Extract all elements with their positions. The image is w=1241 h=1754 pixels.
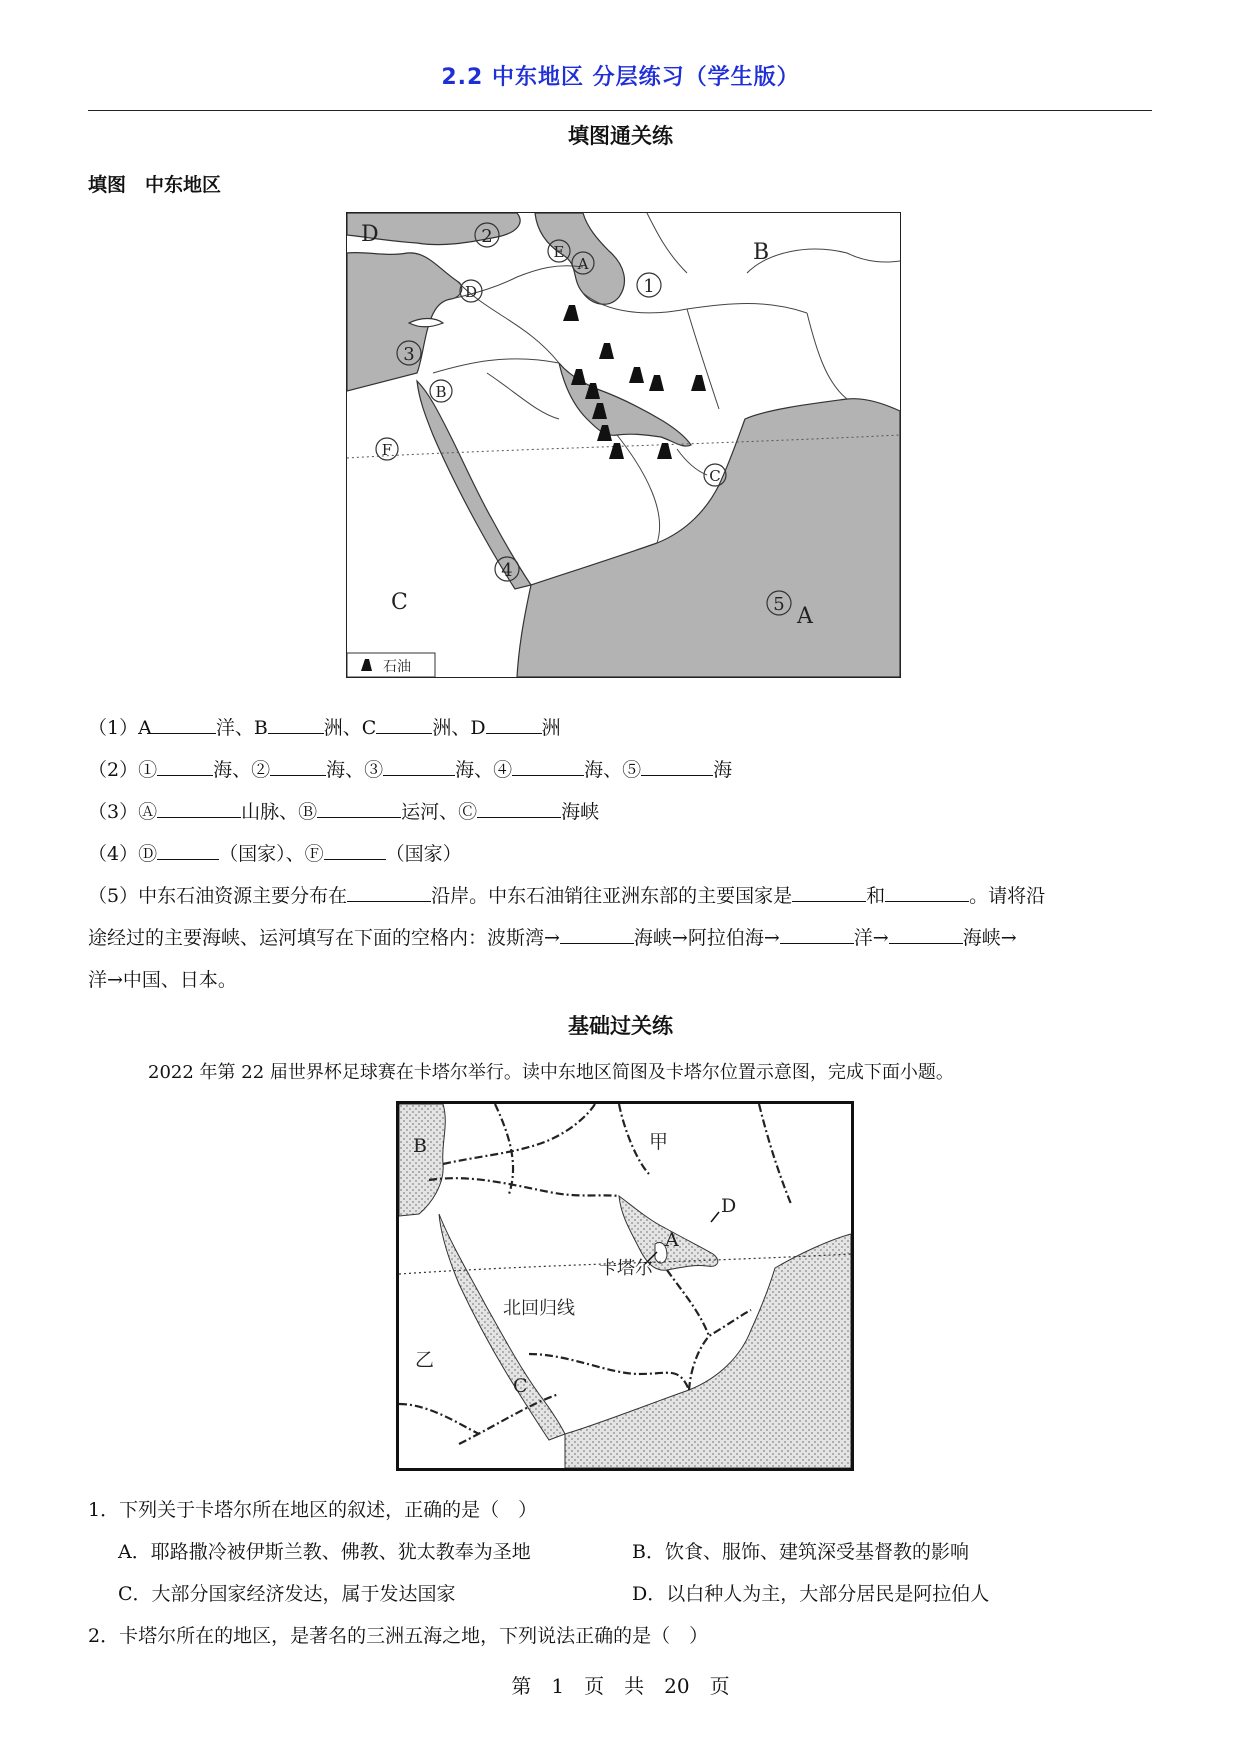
question-4-fill: （4）Ⓓ （国家）、Ⓕ （国家） — [88, 843, 462, 865]
sea-C — [439, 1214, 565, 1440]
oil-symbol — [629, 367, 644, 383]
question-5-line-3: 洋→中国、日本。 — [88, 969, 237, 991]
qatar-location-map-svg — [399, 1104, 851, 1468]
map2-label-yi: 乙 — [415, 1349, 435, 1371]
blank[interactable] — [157, 841, 219, 860]
blank[interactable] — [641, 757, 713, 776]
svg-text:A: A — [577, 255, 589, 273]
blank[interactable] — [792, 883, 866, 902]
svg-text:F: F — [381, 441, 393, 459]
middle-east-map-svg — [347, 213, 900, 677]
circled-label-C — [704, 464, 726, 486]
legend-label: 石油 — [383, 659, 411, 675]
mcq-1-option-A[interactable]: A．耶路撒冷被伊斯兰教、佛教、犹太教奉为圣地 — [118, 1541, 531, 1563]
circled-label-B — [430, 380, 452, 402]
blank[interactable] — [889, 925, 963, 944]
oil-symbol — [649, 375, 664, 391]
circled-label-F — [376, 438, 398, 460]
svg-text:D: D — [464, 283, 478, 301]
svg-text:5: 5 — [773, 594, 785, 615]
oil-symbol — [657, 443, 672, 459]
mcq-1-stem: 1．下列关于卡塔尔所在地区的叙述，正确的是（ ） — [88, 1499, 538, 1521]
mcq-1-option-B[interactable]: B．饮食、服饰、建筑深受基督教的影响 — [632, 1541, 969, 1563]
blank[interactable] — [324, 841, 386, 860]
map1-label-A: A — [797, 604, 813, 629]
svg-text:B: B — [435, 383, 447, 401]
page-footer: 第 1 页 共 20 页 — [511, 1674, 730, 1698]
blank[interactable] — [885, 883, 969, 902]
svg-text:3: 3 — [403, 344, 415, 365]
svg-text:E: E — [553, 243, 565, 261]
circled-label-1 — [637, 273, 661, 297]
map2-label-C: C — [513, 1375, 528, 1397]
middle-east-map — [346, 212, 901, 678]
oil-symbols — [563, 305, 706, 459]
map1-legend — [347, 653, 435, 677]
blank[interactable] — [512, 757, 584, 776]
blank[interactable] — [152, 715, 216, 734]
map2-label-D: D — [721, 1195, 737, 1217]
map1-label-D: D — [361, 222, 379, 247]
arabian-sea — [517, 399, 900, 677]
blank[interactable] — [477, 799, 561, 818]
map2-label-jia: 甲 — [649, 1131, 669, 1153]
blank[interactable] — [157, 799, 241, 818]
header-divider — [88, 110, 1152, 111]
map2-label-B: B — [413, 1135, 427, 1157]
svg-text:1: 1 — [643, 276, 655, 297]
blank[interactable] — [560, 925, 634, 944]
circled-label-D — [460, 280, 482, 302]
blank[interactable] — [157, 757, 213, 776]
intro-text: 2022 年第 22 届世界杯足球赛在卡塔尔举行。读中东地区简图及卡塔尔位置示意图，完成下面小题。 — [148, 1062, 954, 1083]
blank[interactable] — [270, 757, 326, 776]
blank[interactable] — [486, 715, 542, 734]
map2-label-qatar: 卡塔尔 — [599, 1258, 653, 1279]
map2-label-tropic: 北回归线 — [503, 1298, 575, 1319]
question-1-fill: （1）A 洋、B 洲、C 洲、D 洲 — [88, 717, 561, 739]
oil-symbol — [599, 343, 614, 359]
section-title-fill-map: 填图通关练 — [568, 124, 673, 148]
map1-label-B: B — [753, 240, 770, 265]
red-sea — [417, 381, 531, 589]
blank[interactable] — [383, 757, 455, 776]
svg-text:2: 2 — [481, 226, 493, 247]
mcq-1-option-D[interactable]: D．以白种人为主，大部分居民是阿拉伯人 — [632, 1583, 990, 1605]
blank[interactable] — [780, 925, 854, 944]
blank[interactable] — [317, 799, 401, 818]
section-title-basics: 基础过关练 — [568, 1014, 673, 1038]
oil-symbol — [563, 305, 579, 321]
question-2-fill: （2）① 海、② 海、③ 海、④ 海、⑤ 海 — [88, 759, 733, 781]
subsection-title: 填图 中东地区 — [88, 174, 222, 196]
document-title: 2.2 中东地区 分层练习（学生版） — [441, 65, 800, 90]
blank[interactable] — [376, 715, 432, 734]
question-5-line-1: （5）中东石油资源主要分布在 沿岸。中东石油销往亚洲东部的主要国家是 和 。请将沿 — [88, 885, 1046, 907]
question-3-fill: （3）Ⓐ 山脉、Ⓑ 运河、Ⓒ 海峡 — [88, 801, 600, 823]
map1-label-C: C — [391, 590, 408, 615]
qatar-location-map — [396, 1101, 854, 1471]
svg-text:4: 4 — [501, 560, 513, 581]
mcq-1-option-C[interactable]: C．大部分国家经济发达，属于发达国家 — [118, 1583, 456, 1605]
svg-text:C: C — [709, 467, 721, 485]
blank[interactable] — [347, 883, 431, 902]
question-5-line-2: 途经过的主要海峡、运河填写在下面的空格内：波斯湾→ 海峡→阿拉伯海→ 洋→ 海峡→ — [88, 927, 1017, 949]
blank[interactable] — [268, 715, 324, 734]
oil-symbol — [609, 443, 624, 459]
map2-label-A: A — [665, 1229, 679, 1251]
oil-symbol — [691, 375, 706, 391]
mcq-2-stem: 2．卡塔尔所在的地区，是著名的三洲五海之地，下列说法正确的是（ ） — [88, 1625, 709, 1647]
sea-B — [399, 1104, 445, 1216]
